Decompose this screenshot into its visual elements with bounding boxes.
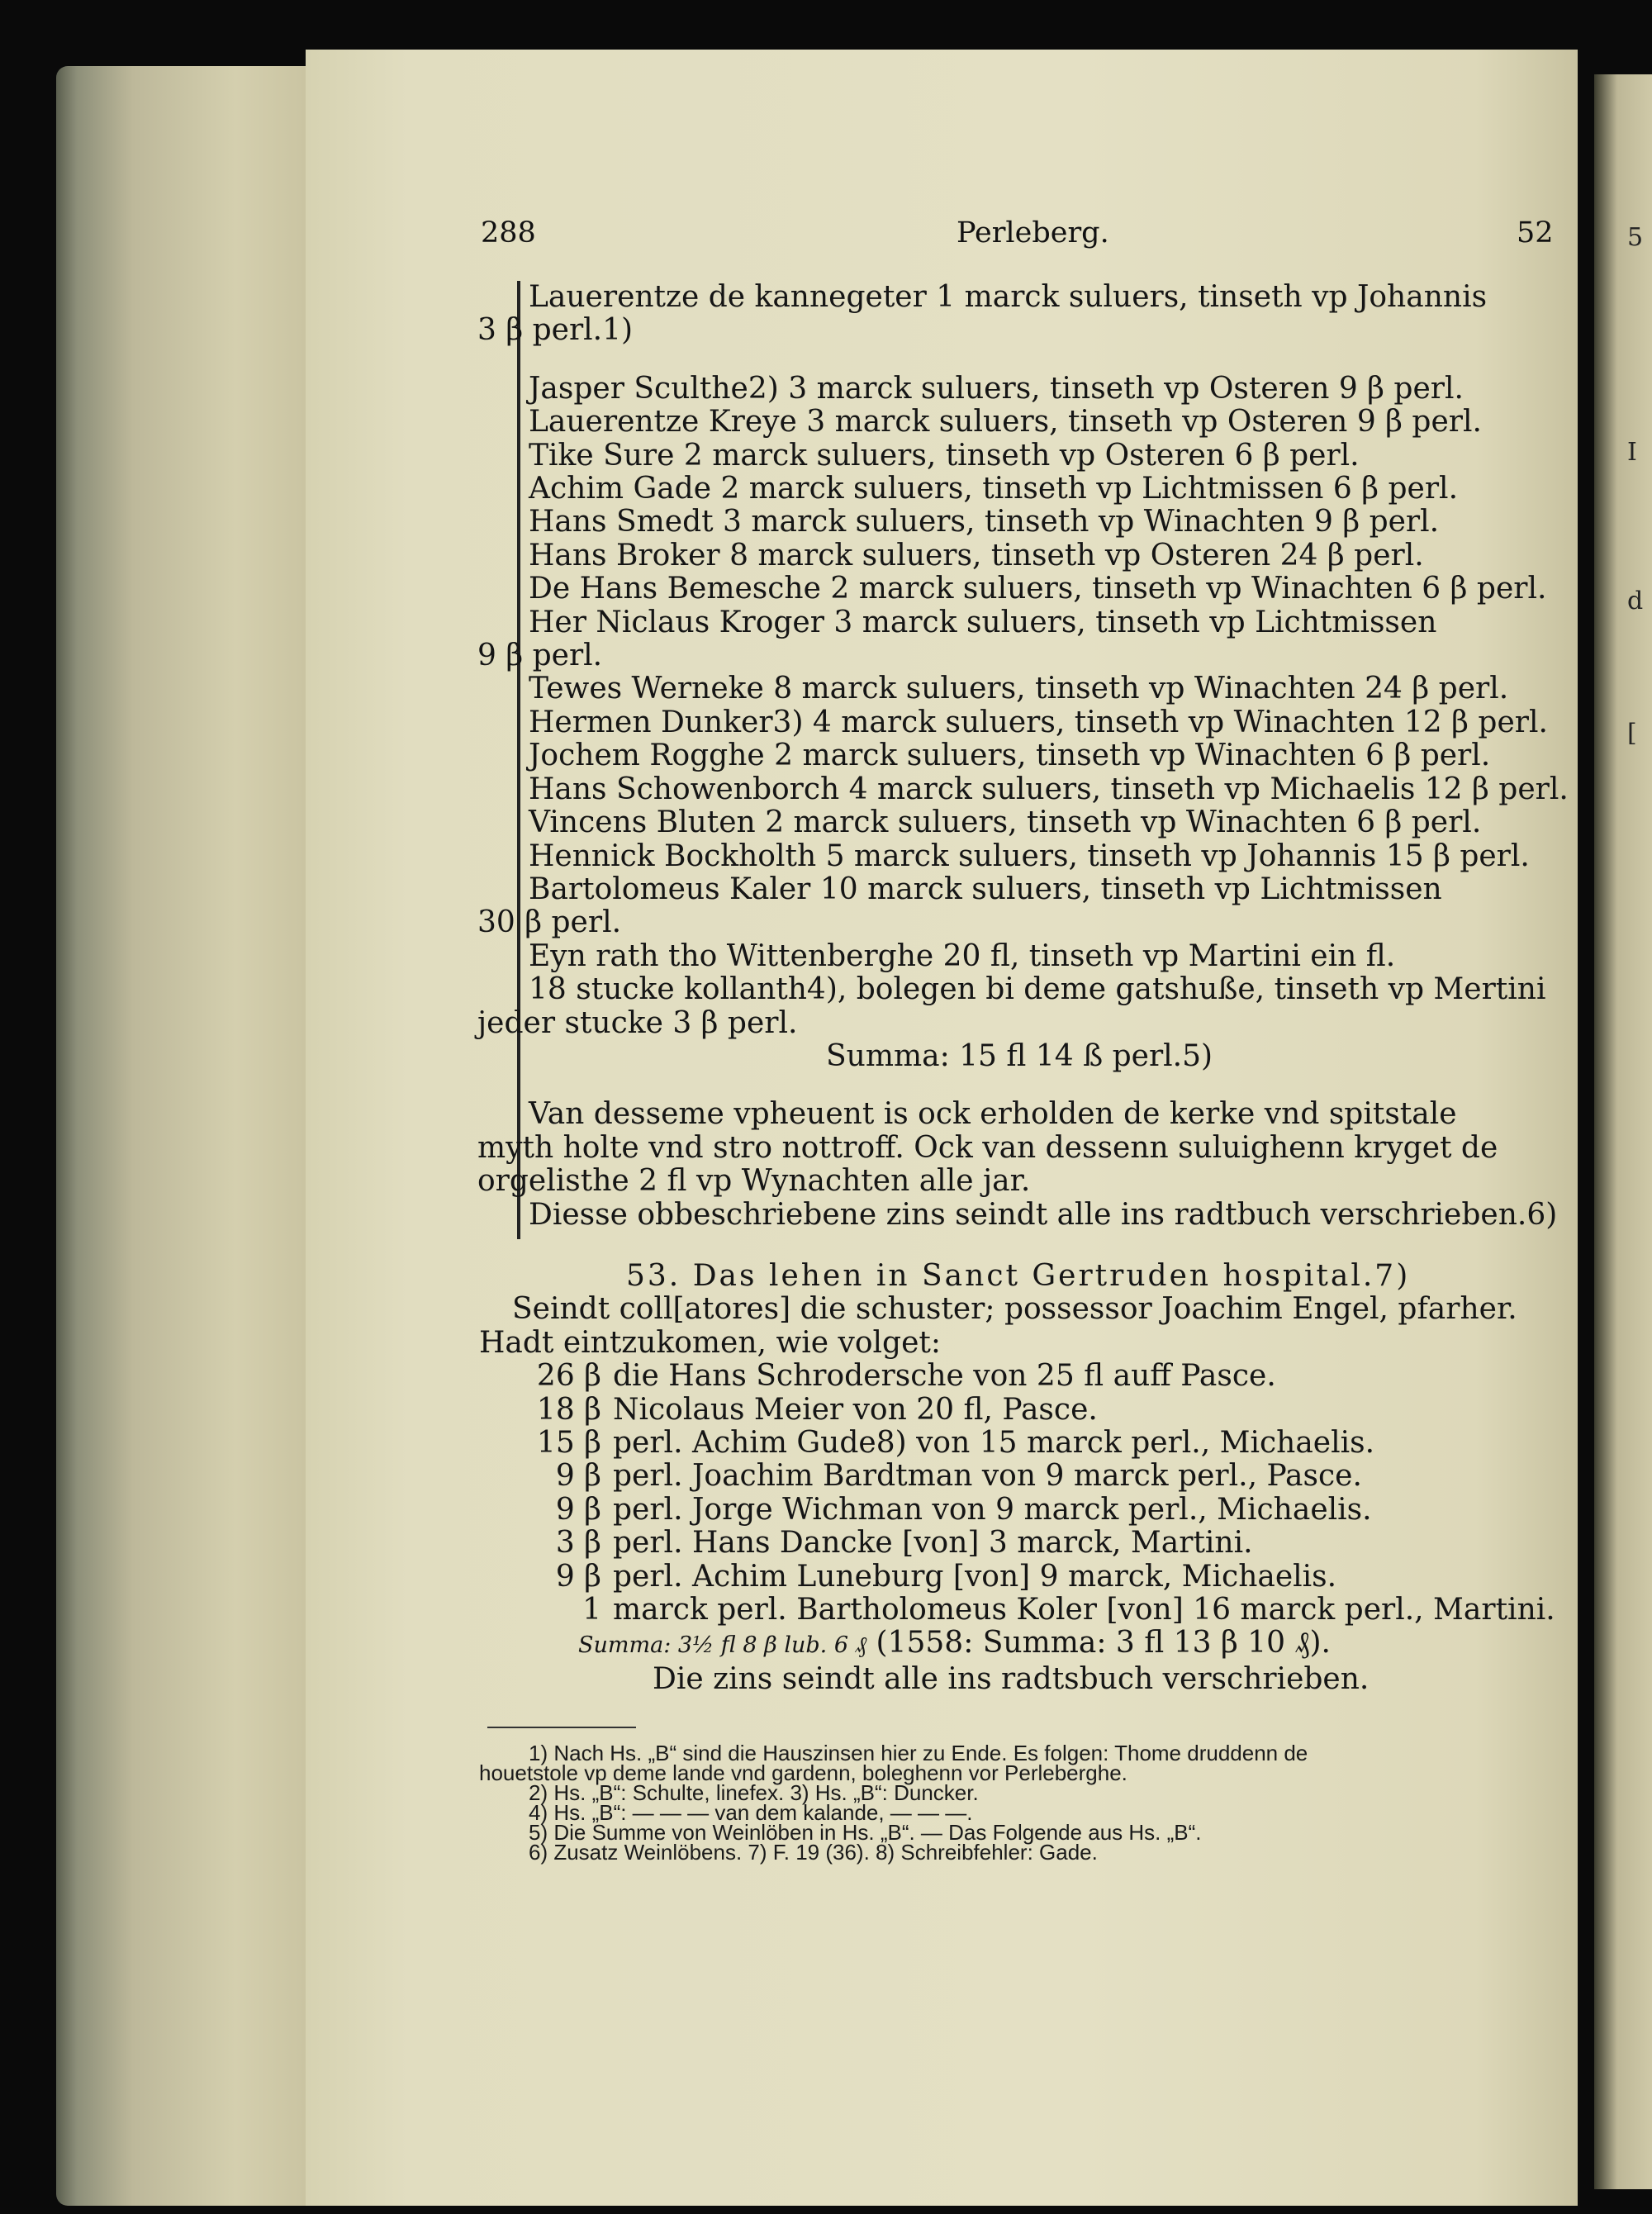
income-text: die Hans Schrodersche von 25 fl auff Pasce. [613,1359,1276,1394]
entry-line: Lauerentze de kannegeter 1 marck suluers, tinseth vp Johannis [529,280,1488,314]
entry-line: Hans Smedt 3 marck suluers, tinseth vp Winachten 9 β perl. [529,505,1440,539]
income-amount: 9 β [555,1492,601,1527]
paragraph-line: Van desseme vpheuent is ock erholden de kerke vnd spitstale [529,1097,1457,1132]
entry-line: Jochem Rogghe 2 marck suluers, tinseth vp Winachten 6 β perl. [529,739,1491,773]
facing-page-char: I [1627,438,1637,467]
footnote-line: 5) Die Summe von Weinlöben in Hs. „B“. — Das Folgende aus Hs. „B“. [529,1820,1202,1845]
entry-line: Her Niclaus Kroger 3 marck suluers, tinseth vp Lichtmissen [529,605,1437,639]
summa-line [529,1627,1545,1662]
paragraph-line: Diesse obbeschriebene zins seindt alle ins radtbuch verschrieben.6) [529,1197,1558,1232]
entry-line: 9 β perl. [477,639,603,673]
footnote-rule [487,1727,636,1728]
summa-small: Summa: 3½ fl 8 β lub. 6 ₰ [578,1632,867,1659]
entry-line: Hennick Bockholth 5 marck suluers, tinseth vp Johannis 15 β perl. [529,839,1530,873]
income-amount: 9 β [555,1459,601,1494]
entry-line: Achim Gade 2 marck suluers, tinseth vp Lichtmissen 6 β perl. [529,472,1459,506]
footnotes [479,1741,1545,1865]
page-number: 288 [481,216,536,249]
entry-line: Jasper Sculthe2) 3 marck suluers, tinseth vp Osteren 9 β perl. [529,371,1464,406]
entry-line: Hans Broker 8 marck suluers, tinseth vp Osteren 24 β perl. [529,538,1424,573]
section-intro: Hadt eintzukomen, wie volget: [479,1325,941,1360]
income-amount: 1 [582,1593,601,1627]
page-body [477,280,1569,1696]
facing-page-char: d [1627,587,1644,615]
section-number: 52 [1517,216,1554,249]
income-text: marck perl. Bartholomeus Koler [von] 16 marck perl., Martini. [613,1593,1555,1627]
footnote-line: 4) Hs. „B“: — — — van dem kalande, — — —. [529,1800,973,1825]
income-amount: 26 β [536,1359,601,1394]
entry-line: Bartolomeus Kaler 10 marck suluers, tinseth vp Lichtmissen [529,872,1442,906]
income-text: perl. Jorge Wichman von 9 marck perl., Michaelis. [613,1492,1372,1527]
paragraph-line: orgelisthe 2 fl vp Wynachten alle jar. [477,1164,1031,1199]
facing-page-char: 5 [1627,223,1644,252]
entry-line: Eyn rath tho Wittenberghe 20 fl, tinseth vp Martini ein fl. [529,938,1396,973]
footnote-line: 2) Hs. „B“: Schulte, linefex. 3) Hs. „B“: Duncker. [529,1780,979,1805]
income-item [529,1561,1545,1594]
footnote-line: houetstole vp deme lande vnd gardenn, boleghenn vor Perleberghe. [479,1760,1127,1785]
entry-line: 3 β perl.1) [477,313,634,348]
income-amount: 9 β [555,1559,601,1594]
entry-line: 30 β perl. [477,905,622,940]
facing-page-strip [1594,74,1652,2189]
entry-line: Vincens Bluten 2 marck suluers, tinseth vp Winachten 6 β perl. [529,805,1482,840]
running-title: Perleberg. [957,216,1109,249]
entry-line: Hermen Dunker3) 4 marck suluers, tinseth vp Winachten 12 β perl. [529,705,1548,739]
income-item [529,1494,1545,1527]
income-text: perl. Joachim Bardtman von 9 marck perl., Pasce. [613,1459,1362,1494]
income-item [529,1527,1545,1560]
income-text: Nicolaus Meier von 20 fl, Pasce. [613,1392,1098,1427]
entry-line: De Hans Bemesche 2 marck suluers, tinseth vp Winachten 6 β perl. [529,572,1547,606]
section-heading: 53. Das lehen in Sanct Gertruden hospital.7) [626,1258,1411,1293]
income-text: perl. Achim Luneburg [von] 9 marck, Michaelis. [613,1559,1337,1594]
section-intro: Seindt coll[atores] die schuster; possessor Joachim Engel, pfarher. [512,1292,1517,1327]
footnote-line: 6) Zusatz Weinlöbens. 7) F. 19 (36). 8) Schreibfehler: Gade. [529,1840,1098,1865]
summa-line: Summa: 15 fl 14 ß perl.5) [826,1038,1213,1073]
margin-rule [517,281,520,1239]
book-page-edges [56,66,312,2206]
income-amount: 18 β [536,1392,601,1427]
summa-rest: (1558: Summa: 3 fl 13 β 10 ₰). [876,1626,1331,1660]
entry-line: Lauerentze Kreye 3 marck suluers, tinseth vp Osteren 9 β perl. [529,405,1482,439]
closing-line: Die zins seindt alle ins radtsbuch verschrieben. [653,1661,1370,1696]
paragraph-line: myth holte vnd stro nottroff. Ock van dessenn suluighenn kryget de [477,1130,1498,1165]
footnote-line: 1) Nach Hs. „B“ sind die Hauszinsen hier zu Ende. Es folgen: Thome druddenn de [529,1741,1308,1765]
entry-line: Tike Sure 2 marck suluers, tinseth vp Osteren 6 β perl. [529,438,1360,473]
income-amount: 3 β [555,1526,601,1561]
entry-line: jeder stucke 3 β perl. [477,1005,798,1040]
entry-line: 18 stucke kollanth4), bolegen bi deme gatshuße, tinseth vp Mertini [529,972,1546,1007]
income-text: perl. Achim Gude8) von 15 marck perl., Michaelis. [613,1426,1375,1460]
income-item [529,1593,1555,1627]
income-item [529,1427,1545,1460]
entry-line: Hans Schowenborch 4 marck suluers, tinseth vp Michaelis 12 β perl. [529,772,1569,806]
income-text: perl. Hans Dancke [von] 3 marck, Martini. [613,1526,1253,1561]
income-amount: 15 β [536,1426,601,1460]
income-item [529,1460,1545,1493]
income-item [529,1360,1545,1393]
entry-line: Tewes Werneke 8 marck suluers, tinseth vp Winachten 24 β perl. [529,672,1509,706]
facing-page-char: [ [1627,719,1637,748]
income-item [529,1394,1545,1427]
